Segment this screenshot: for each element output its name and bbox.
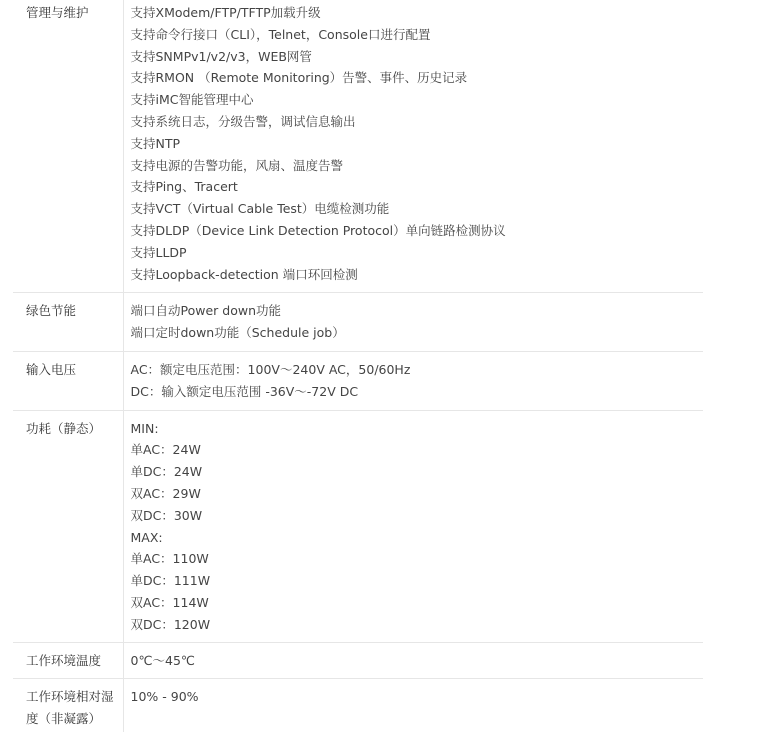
value-line: 单AC：24W bbox=[130, 442, 201, 458]
value-line: 端口自动Power down功能 bbox=[130, 303, 281, 319]
value-line: 支持XModem/FTP/TFTP加载升级 bbox=[130, 5, 321, 20]
row-values bbox=[123, 679, 703, 732]
spec-table bbox=[13, 0, 703, 732]
row-values bbox=[123, 410, 703, 642]
table-row bbox=[13, 410, 703, 642]
row-label: 工作环境相对湿度（非凝露） bbox=[13, 679, 123, 732]
value-line: 单AC：110W bbox=[130, 551, 209, 567]
value-line: 支持电源的告警功能，风扇、温度告警 bbox=[130, 157, 344, 173]
row-values bbox=[123, 293, 703, 352]
value-line: DC：输入额定电压范围 -36V～-72V DC bbox=[130, 383, 359, 399]
row-label: 功耗（静态） bbox=[13, 410, 123, 642]
table-row bbox=[13, 351, 703, 410]
table-row bbox=[13, 679, 703, 732]
value-line: 支持RMON （Remote Monitoring）告警、事件、历史记录 bbox=[130, 70, 468, 86]
row-label: 工作环境温度 bbox=[13, 642, 123, 679]
row-values bbox=[123, 642, 703, 679]
row-label: 输入电压 bbox=[13, 351, 123, 410]
value-line: 双DC：120W bbox=[130, 616, 211, 632]
table-row bbox=[13, 293, 703, 352]
value-line: 双DC：30W bbox=[130, 507, 203, 523]
value-line: 支持Ping、Tracert bbox=[130, 179, 238, 195]
value-line: 支持SNMPv1/v2/v3，WEB网管 bbox=[130, 48, 312, 64]
value-line: 支持系统日志，分级告警，调试信息输出 bbox=[130, 113, 356, 129]
value-line: 支持NTP bbox=[130, 135, 181, 151]
value-line: 单DC：24W bbox=[130, 464, 203, 480]
value-line: 支持命令行接口（CLI），Telnet，Console口进行配置 bbox=[130, 26, 431, 42]
table-row bbox=[13, 642, 703, 679]
value-line: 0℃～45℃ bbox=[130, 652, 195, 668]
row-label: 绿色节能 bbox=[13, 293, 123, 352]
row-values bbox=[123, 351, 703, 410]
value-line: 支持VCT（Virtual Cable Test）电缆检测功能 bbox=[130, 201, 390, 217]
value-line: 双AC：29W bbox=[130, 485, 201, 501]
value-line: MIN: bbox=[130, 420, 159, 436]
value-line: 支持DLDP（Device Link Detection Protocol）单向链路检测协议 bbox=[130, 222, 506, 238]
table-row bbox=[13, 0, 703, 293]
value-line: 支持LLDP bbox=[130, 244, 187, 260]
value-line: 10% - 90% bbox=[130, 689, 199, 705]
value-line: 支持Loopback-detection 端口环回检测 bbox=[130, 266, 358, 282]
value-line: MAX: bbox=[130, 529, 163, 545]
value-line: AC：额定电压范围：100V～240V AC，50/60Hz bbox=[130, 361, 411, 377]
value-line: 双AC：114W bbox=[130, 594, 209, 610]
row-label: 管理与维护 bbox=[13, 0, 123, 293]
value-line: 端口定时down功能（Schedule job） bbox=[130, 325, 345, 341]
value-line: 支持iMC智能管理中心 bbox=[130, 92, 254, 108]
row-values bbox=[123, 0, 703, 293]
value-line: 单DC：111W bbox=[130, 573, 211, 589]
